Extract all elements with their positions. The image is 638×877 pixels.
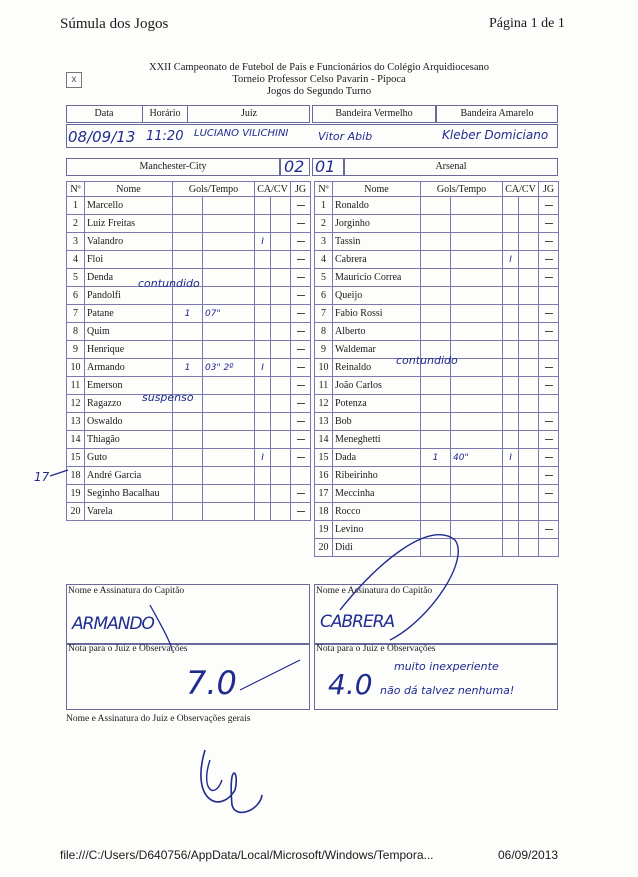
player-number: 9 bbox=[315, 341, 333, 359]
player-number: 15 bbox=[315, 449, 333, 467]
round-title: Jogos do Segundo Turno bbox=[266, 86, 372, 97]
player-name: Bob bbox=[333, 413, 421, 431]
player-number: 12 bbox=[315, 395, 333, 413]
player-name: João Carlos bbox=[333, 377, 421, 395]
player-name: Queijo bbox=[333, 287, 421, 305]
player-name: Patane bbox=[85, 305, 173, 323]
player-goals: 1 bbox=[173, 305, 203, 323]
page-number: Página 1 de 1 bbox=[489, 16, 565, 31]
away-ref-score: 4.0 bbox=[328, 668, 373, 701]
match-time: 11:20 bbox=[146, 129, 184, 144]
away-captain-label: Nome e Assinatura do Capitão bbox=[316, 586, 433, 596]
home-note-scribble bbox=[240, 660, 300, 690]
player-number: 5 bbox=[315, 269, 333, 287]
player-name: Valandro bbox=[85, 233, 173, 251]
col-header-cards: CA/CV bbox=[255, 182, 291, 197]
player-name: Armando bbox=[85, 359, 173, 377]
player-number: 16 bbox=[315, 467, 333, 485]
player-number: 12 bbox=[67, 395, 85, 413]
file-path-footer: file:///C:/Users/D640756/AppData/Local/Microsoft/Windows/Tempora... bbox=[60, 848, 434, 862]
armando-signature-stroke bbox=[150, 605, 172, 650]
player-name: Quim bbox=[85, 323, 173, 341]
cabrera-signature-swoop bbox=[340, 535, 458, 640]
match-date: 08/09/13 bbox=[68, 128, 136, 146]
player-card: I bbox=[503, 449, 519, 467]
home-score: 02 bbox=[284, 157, 305, 176]
player-goal-time: 03" 2º bbox=[203, 359, 255, 377]
yellow-flag-label: Bandeira Amarelo bbox=[460, 108, 534, 119]
player-card: I bbox=[255, 449, 271, 467]
referee-signature-loop bbox=[207, 760, 222, 790]
player-name: Potenza bbox=[333, 395, 421, 413]
away-team-name: Arsenal bbox=[435, 161, 467, 172]
player-number: 20 bbox=[315, 539, 333, 557]
player-number: 4 bbox=[315, 251, 333, 269]
player-name: Tassin bbox=[333, 233, 421, 251]
player-name: Guto bbox=[85, 449, 173, 467]
col-header-jg: JG bbox=[539, 182, 559, 197]
col-header-no: Nº bbox=[67, 182, 85, 197]
away-ref-comment-1: muito inexperiente bbox=[394, 660, 499, 673]
player-number: 19 bbox=[315, 521, 333, 539]
player-number: 13 bbox=[315, 413, 333, 431]
player-number: 14 bbox=[67, 431, 85, 449]
home-captain-signature: ARMANDO bbox=[72, 614, 154, 634]
player-number: 1 bbox=[315, 197, 333, 215]
player-number: 5 bbox=[67, 269, 85, 287]
waldemar-injury-note: contundido bbox=[396, 354, 458, 367]
player-goal-time: 07" bbox=[203, 305, 255, 323]
player-name: Seginho Bacalhau bbox=[85, 485, 173, 503]
red-flag-name: Vitor Abib bbox=[318, 130, 373, 143]
player-number: 14 bbox=[315, 431, 333, 449]
print-date: 06/09/2013 bbox=[498, 848, 559, 862]
referee-signature-label: Nome e Assinatura do Juiz e Observações gerais bbox=[66, 714, 251, 724]
player-number: 13 bbox=[67, 413, 85, 431]
home-team-name: Manchester-City bbox=[139, 161, 207, 172]
col-header-goals-time: Gols/Tempo bbox=[173, 182, 255, 197]
home-ref-note-label: Nota para o Juiz e Observações bbox=[68, 644, 188, 654]
col-header-name: Nome bbox=[85, 182, 173, 197]
time-label: Horário bbox=[149, 108, 181, 119]
player-name: Ragazzo bbox=[85, 395, 173, 413]
player-name: Varela bbox=[85, 503, 173, 521]
denda-injury-note: contundido bbox=[138, 277, 200, 290]
player-name: Thiagão bbox=[85, 431, 173, 449]
player-number: 11 bbox=[315, 377, 333, 395]
col-header-name: Nome bbox=[333, 182, 421, 197]
player-card: I bbox=[255, 233, 271, 251]
player-name: Emerson bbox=[85, 377, 173, 395]
player-number: 8 bbox=[67, 323, 85, 341]
player-number: 6 bbox=[67, 287, 85, 305]
player-name: Waldemar bbox=[333, 341, 421, 359]
home-captain-label: Nome e Assinatura do Capitão bbox=[68, 586, 185, 596]
player-number: 3 bbox=[315, 233, 333, 251]
player-number: 20 bbox=[67, 503, 85, 521]
player-number: 17 bbox=[315, 485, 333, 503]
player-number: 8 bbox=[315, 323, 333, 341]
player-name: Meneghetti bbox=[333, 431, 421, 449]
player-number: 7 bbox=[315, 305, 333, 323]
player-name: Denda bbox=[85, 269, 173, 287]
player-name: Fabio Rossi bbox=[333, 305, 421, 323]
player-card: I bbox=[255, 359, 271, 377]
player-name: Meccinha bbox=[333, 485, 421, 503]
col-header-jg: JG bbox=[291, 182, 311, 197]
player-number: 4 bbox=[67, 251, 85, 269]
close-checkbox-icon[interactable]: x bbox=[66, 72, 82, 88]
guto-arrow bbox=[50, 470, 68, 476]
player-number: 1 bbox=[67, 197, 85, 215]
yellow-flag-name: Kleber Domiciano bbox=[442, 128, 549, 142]
player-name: Cabrera bbox=[333, 251, 421, 269]
player-number: 11 bbox=[67, 377, 85, 395]
player-name: Henrique bbox=[85, 341, 173, 359]
red-flag-label: Bandeira Vermelho bbox=[335, 108, 413, 119]
col-header-goals-time: Gols/Tempo bbox=[421, 182, 503, 197]
player-number: 6 bbox=[315, 287, 333, 305]
player-name: Luiz Freitas bbox=[85, 215, 173, 233]
referee-signature-stroke bbox=[201, 750, 262, 812]
player-number: 3 bbox=[67, 233, 85, 251]
player-name: Floi bbox=[85, 251, 173, 269]
referee-name: LUCIANO VILICHINI bbox=[194, 128, 289, 139]
away-score: 01 bbox=[315, 157, 336, 176]
player-number: 10 bbox=[67, 359, 85, 377]
player-name: Levino bbox=[333, 521, 421, 539]
player-name: Ronaldo bbox=[333, 197, 421, 215]
player-name: Mauricio Correa bbox=[333, 269, 421, 287]
player-name: Didi bbox=[333, 539, 421, 557]
player-name: Oswaldo bbox=[85, 413, 173, 431]
date-label: Data bbox=[94, 108, 114, 119]
tournament-title: Torneio Professor Celso Pavarin - Pipoca bbox=[232, 74, 406, 85]
col-header-cards: CA/CV bbox=[503, 182, 539, 197]
player-number: 10 bbox=[315, 359, 333, 377]
player-goals: 1 bbox=[421, 449, 451, 467]
player-name: André Garcia bbox=[85, 467, 173, 485]
guto-number-correction: 17 bbox=[34, 470, 50, 484]
referee-label: Juiz bbox=[240, 108, 258, 119]
player-name: Rocco bbox=[333, 503, 421, 521]
player-number: 9 bbox=[67, 341, 85, 359]
player-name: Jorginho bbox=[333, 215, 421, 233]
col-header-no: Nº bbox=[315, 182, 333, 197]
player-name: Alberto bbox=[333, 323, 421, 341]
away-captain-signature: CABRERA bbox=[320, 612, 395, 632]
player-number: 15 bbox=[67, 449, 85, 467]
page-header-title: Súmula dos Jogos bbox=[60, 16, 169, 32]
away-ref-note-label: Nota para o Juiz e Observações bbox=[316, 644, 436, 654]
player-name: Reinaldo bbox=[333, 359, 421, 377]
player-name: Pandolfi bbox=[85, 287, 173, 305]
player-number: 18 bbox=[315, 503, 333, 521]
player-card: I bbox=[503, 251, 519, 269]
home-ref-score: 7.0 bbox=[186, 664, 237, 702]
away-ref-comment-2: não dá talvez nenhuma! bbox=[380, 684, 515, 697]
player-number: 7 bbox=[67, 305, 85, 323]
player-number: 18 bbox=[67, 467, 85, 485]
player-number: 2 bbox=[67, 215, 85, 233]
player-goals: 1 bbox=[173, 359, 203, 377]
player-name: Marcello bbox=[85, 197, 173, 215]
player-name: Dada bbox=[333, 449, 421, 467]
player-goal-time: 40" bbox=[451, 449, 503, 467]
emerson-suspension-note: suspenso bbox=[142, 391, 194, 404]
player-number: 2 bbox=[315, 215, 333, 233]
championship-title: XXII Campeonato de Futebol de Pais e Funcionários do Colégio Arquidiocesano bbox=[148, 62, 490, 73]
player-name: Ribeirinho bbox=[333, 467, 421, 485]
player-number: 19 bbox=[67, 485, 85, 503]
